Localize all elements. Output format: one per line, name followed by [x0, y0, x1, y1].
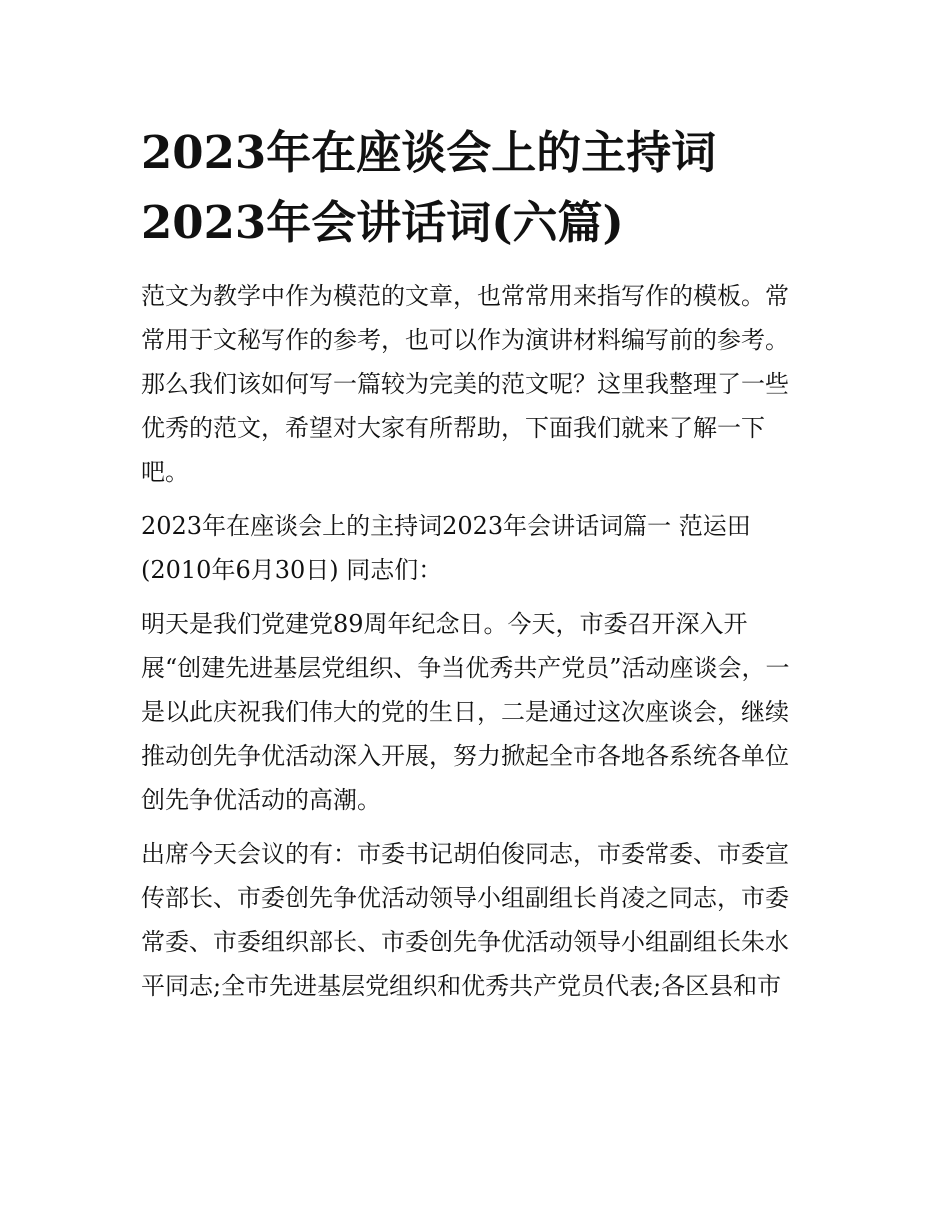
text-line: 展“创建先进基层党组织、争当优秀共产党员”活动座谈会，一 — [141, 654, 790, 682]
text-line: 2023年在座谈会上的主持词2023年会讲话词篇一 范运田 — [141, 512, 751, 540]
text-line: 出席今天会议的有：市委书记胡伯俊同志，市委常委、市委宣 — [141, 840, 789, 868]
text-line: 创先争优活动的高潮。 — [141, 786, 381, 814]
text-line: 常用于文秘写作的参考，也可以作为演讲材料编写前的参考。 — [141, 326, 789, 354]
text-line: 平同志;全市先进基层党组织和优秀共产党员代表;各区县和市 — [141, 972, 782, 1000]
text-line: 范文为教学中作为模范的文章，也常常用来指写作的模板。常 — [141, 282, 789, 310]
text-line: (2010年6月30日) 同志们： — [141, 556, 443, 584]
paragraph-attendees — [141, 832, 813, 1008]
text-line: 推动创先争优活动深入开展，努力掀起全市各地各系统各单位 — [141, 742, 789, 770]
paragraph-opening — [141, 602, 813, 822]
document-title — [141, 118, 813, 258]
text-line: 是以此庆祝我们伟大的党的生日，二是通过这次座谈会，继续 — [141, 698, 789, 726]
document-body — [141, 274, 813, 1008]
document-page — [141, 118, 813, 1018]
paragraph-heading — [141, 504, 813, 592]
text-line: 明天是我们党建党89周年纪念日。今天，市委召开深入开 — [141, 610, 748, 638]
title-line-2: 2023年会讲话词(六篇) — [141, 196, 624, 249]
text-line: 常委、市委组织部长、市委创先争优活动领导小组副组长朱水 — [141, 928, 789, 956]
paragraph-intro — [141, 274, 813, 494]
title-line-1: 2023年在座谈会上的主持词 — [141, 126, 717, 179]
text-line: 传部长、市委创先争优活动领导小组副组长肖凌之同志，市委 — [141, 884, 789, 912]
text-line: 优秀的范文，希望对大家有所帮助，下面我们就来了解一下 — [141, 414, 765, 442]
text-line: 吧。 — [141, 458, 189, 486]
text-line: 那么我们该如何写一篇较为完美的范文呢？这里我整理了一些 — [141, 370, 789, 398]
